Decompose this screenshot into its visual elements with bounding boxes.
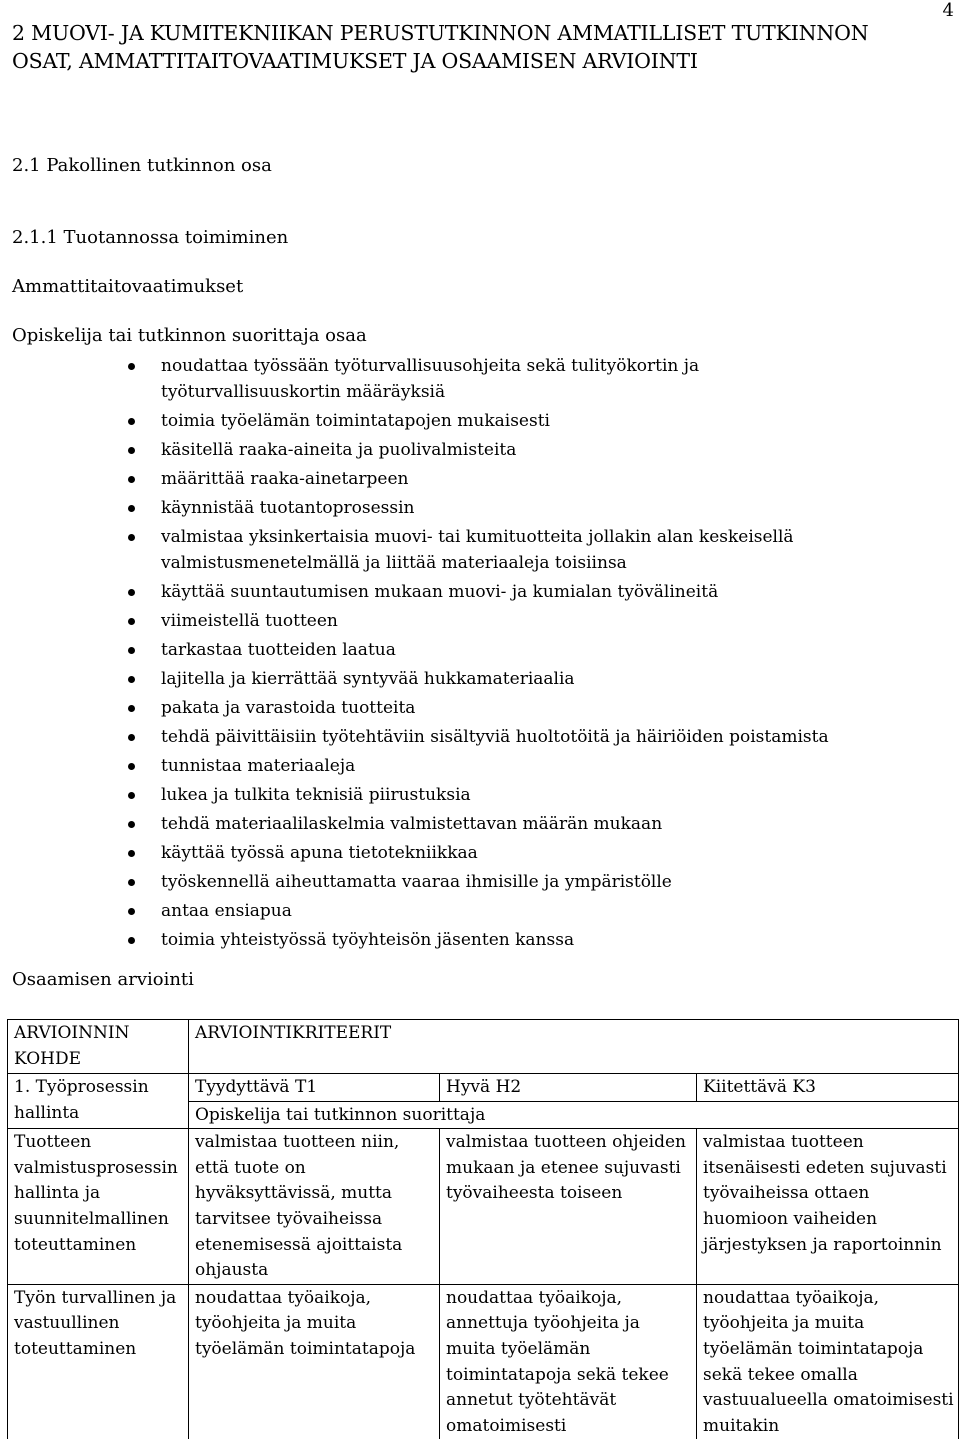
row-k3: valmistaa tuotteen itsenäisesti edeten sujuvasti työvaiheissa ottaen huomioon vaiheiden järjestyksen ja raportoinnin (697, 1129, 959, 1285)
chapter-heading: 2 MUOVI- JA KUMITEKNIIKAN PERUSTUTKINNON AMMATILLISET TUTKINNON OSAT, AMMATTITAITOVAATIMUKSET JA OSAAMISEN ARVIOINTI (12, 21, 869, 73)
list-item-text: tarkastaa tuotteiden laatua (161, 640, 396, 660)
list-item-text: noudattaa työssään työturvallisuusohjeita sekä tulityökortin ja työturvallisuuskortin määräyksiä (161, 356, 700, 402)
list-item-text: tunnistaa materiaaleja (161, 756, 356, 776)
list-item-text: pakata ja varastoida tuotteita (161, 698, 416, 718)
list-item (0, 753, 881, 779)
bullet-icon (128, 363, 135, 370)
target-work-process: 1. Työprosessin hallinta (8, 1074, 189, 1129)
list-item-text: työskennellä aiheuttamatta vaaraa ihmisille ja ympäristölle (161, 872, 672, 892)
list-item-text: lajitella ja kierrättää syntyvää hukkamateriaalia (161, 669, 575, 689)
page-number: 4 (942, 0, 954, 21)
evaluation-heading: Osaamisen arviointi (12, 969, 194, 990)
list-item (0, 695, 881, 721)
list-item-text: määrittää raaka-ainetarpeen (161, 469, 409, 489)
list-item-text: käynnistää tuotantoprosessin (161, 498, 415, 518)
table-row (8, 1284, 959, 1439)
bullet-icon (128, 618, 135, 625)
section-heading: 2.1 Pakollinen tutkinnon osa (12, 155, 272, 176)
bullet-icon (128, 821, 135, 828)
list-item (0, 869, 881, 895)
bullet-icon (128, 676, 135, 683)
header-target: ARVIOINNIN KOHDE (8, 1020, 189, 1074)
list-item-text: viimeistellä tuotteen (161, 611, 338, 631)
row-k3: noudattaa työaikoja, työohjeita ja muita työelämän toimintatapoja sekä tekee omalla vastuualueella omatoimisesti muitakin (697, 1284, 959, 1439)
level-k3: Kiitettävä K3 (697, 1074, 959, 1102)
table-header-row (8, 1020, 959, 1074)
list-item (0, 408, 881, 434)
list-item (0, 437, 881, 463)
list-item-text: lukea ja tulkita teknisiä piirustuksia (161, 785, 471, 805)
list-item (0, 466, 881, 492)
table-row (8, 1129, 959, 1285)
requirements-heading: Ammattitaitovaatimukset (12, 276, 244, 297)
intro-text: Opiskelija tai tutkinnon suorittaja osaa (12, 325, 367, 346)
row-h2: valmistaa tuotteen ohjeiden mukaan ja etenee sujuvasti työvaiheesta toiseen (440, 1129, 697, 1285)
table-level-row (8, 1074, 959, 1102)
bullet-icon (128, 792, 135, 799)
level-t1: Tyydyttävä T1 (189, 1074, 440, 1102)
list-item (0, 724, 881, 750)
list-item-text: toimia työelämän toimintatapojen mukaisesti (161, 411, 550, 431)
list-item (0, 637, 881, 663)
bullet-icon (128, 647, 135, 654)
row-h2: noudattaa työaikoja, annettuja työohjeita ja muita työelämän toimintatapoja sekä tekee annetut työtehtävät omatoimisesti (440, 1284, 697, 1439)
bullet-icon (128, 534, 135, 541)
row-target: Työn turvallinen ja vastuullinen toteuttaminen (8, 1284, 189, 1439)
bullet-icon (128, 763, 135, 770)
list-item (0, 353, 881, 405)
bullet-icon (128, 734, 135, 741)
bullet-icon (128, 418, 135, 425)
evaluation-table (7, 1019, 959, 1439)
list-item (0, 608, 881, 634)
bullet-icon (128, 589, 135, 596)
list-item (0, 782, 881, 808)
list-item-text: valmistaa yksinkertaisia muovi- tai kumituotteita jollakin alan keskeisellä valmistusmenetelmällä ja liittää materiaaleja toisiinsa (161, 527, 794, 573)
list-item-text: käsitellä raaka-aineita ja puolivalmisteita (161, 440, 517, 460)
list-item (0, 811, 881, 837)
bullet-icon (128, 937, 135, 944)
bullet-icon (128, 705, 135, 712)
row-target: Tuotteen valmistusprosessin hallinta ja suunnitelmallinen toteuttaminen (8, 1129, 189, 1285)
list-item-text: tehdä materiaalilaskelmia valmistettavan määrän mukaan (161, 814, 663, 834)
list-item-text: toimia yhteistyössä työyhteisön jäsenten kanssa (161, 930, 575, 950)
list-item (0, 927, 881, 953)
list-item (0, 495, 881, 521)
row-t1: noudattaa työaikoja, työohjeita ja muita työelämän toimintatapoja (189, 1284, 440, 1439)
list-item (0, 840, 881, 866)
bullet-icon (128, 850, 135, 857)
list-item (0, 898, 881, 924)
bullet-icon (128, 908, 135, 915)
list-item (0, 666, 881, 692)
row-t1: valmistaa tuotteen niin, että tuote on hyväksyttävissä, mutta tarvitsee työvaiheissa etenemisessä ajoittaista ohjausta (189, 1129, 440, 1285)
subject-text: Opiskelija tai tutkinnon suorittaja (189, 1101, 959, 1129)
subsection-heading: 2.1.1 Tuotannossa toimiminen (12, 227, 289, 248)
list-item-text: antaa ensiapua (161, 901, 292, 921)
list-item (0, 579, 881, 605)
bullet-icon (128, 505, 135, 512)
level-h2: Hyvä H2 (440, 1074, 697, 1102)
requirements-list (0, 353, 960, 956)
header-criteria: ARVIOINTIKRITEERIT (189, 1020, 959, 1074)
bullet-icon (128, 879, 135, 886)
list-item-text: tehdä päivittäisiin työtehtäviin sisältyviä huoltotöitä ja häiriöiden poistamista (161, 727, 829, 747)
list-item (0, 524, 881, 576)
bullet-icon (128, 447, 135, 454)
bullet-icon (128, 476, 135, 483)
list-item-text: käyttää työssä apuna tietotekniikkaa (161, 843, 478, 863)
list-item-text: käyttää suuntautumisen mukaan muovi- ja kumialan työvälineitä (161, 582, 719, 602)
